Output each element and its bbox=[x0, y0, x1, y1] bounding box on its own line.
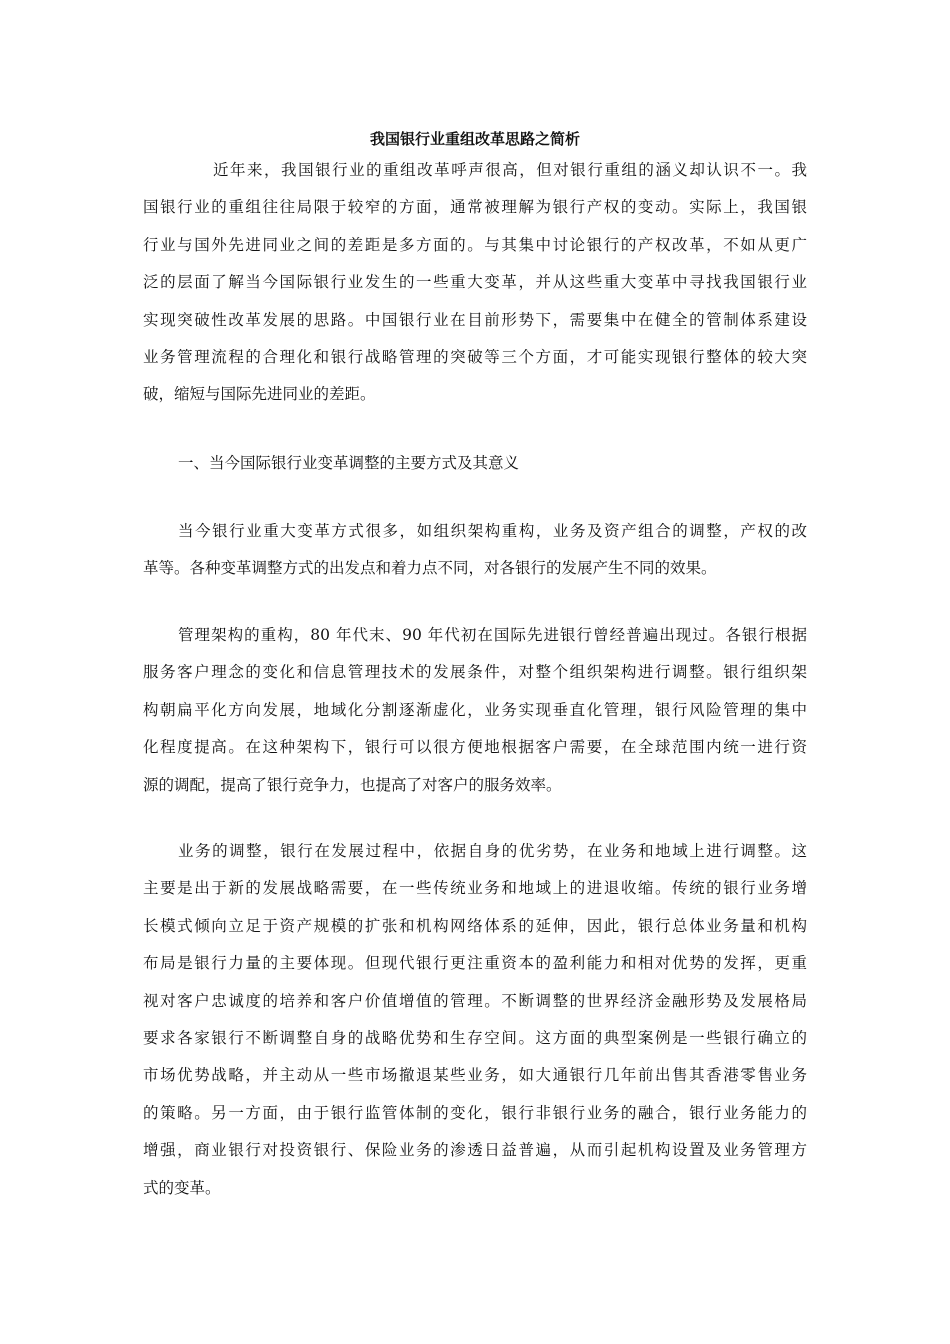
paragraph-line: 构朝扁平化方向发展，地域化分割逐渐虚化，业务实现垂直化管理，银行风险管理的集中 bbox=[143, 700, 807, 719]
section-heading bbox=[143, 445, 807, 482]
paragraph-line: 业务的调整，银行在发展过程中，依据自身的优劣势，在业务和地域上进行调整。这 bbox=[178, 842, 807, 860]
paragraph-line: 革等。各种变革调整方式的出发点和着力点不同，对各银行的发展产生不同的效果。 bbox=[143, 559, 717, 578]
paragraph-line: 要求各家银行不断调整自身的战略优势和生存空间。这方面的典型案例是一些银行确立的 bbox=[143, 1028, 807, 1047]
paragraph-line: 主要是出于新的发展战略需要，在一些传统业务和地域上的进退收缩。传统的银行业务增 bbox=[143, 879, 807, 898]
paragraph-line: 长模式倾向立足于资产规模的扩张和机构网络体系的延伸，因此，银行总体业务量和机构 bbox=[143, 916, 807, 935]
paragraph-business bbox=[143, 833, 807, 1207]
paragraph-intro bbox=[143, 152, 807, 414]
paragraph-line: 近年来，我国银行业的重组改革呼声很高，但对银行重组的涵义却认识不一。我 bbox=[213, 161, 807, 179]
paragraph-restructure bbox=[143, 617, 807, 804]
paragraph-line: 化程度提高。在这种架构下，银行可以很方便地根据客户需要，在全球范围内统一进行资 bbox=[143, 738, 807, 757]
paragraph-line: 布局是银行力量的主要体现。但现代银行更注重资本的盈利能力和相对优势的发挥，更重 bbox=[143, 954, 807, 973]
paragraph-line: 源的调配，提高了银行竞争力，也提高了对客户的服务效率。 bbox=[143, 775, 562, 794]
paragraph-line: 破，缩短与国际先进同业的差距。 bbox=[143, 385, 376, 404]
paragraph-line: 国银行业的重组往往局限于较窄的方面，通常被理解为银行产权的变动。实际上，我国银 bbox=[143, 198, 807, 217]
paragraph-line: 泛的层面了解当今国际银行业发生的一些重大变革，并从这些重大变革中寻找我国银行业 bbox=[143, 273, 807, 292]
paragraph-line: 当今银行业重大变革方式很多，如组织架构重构，业务及资产组合的调整，产权的改 bbox=[178, 522, 807, 540]
paragraph-line: 业务管理流程的合理化和银行战略管理的突破等三个方面，才可能实现银行整体的较大突 bbox=[143, 347, 807, 366]
section-heading-text: 一、当今国际银行业变革调整的主要方式及其意义 bbox=[178, 454, 520, 472]
paragraph-line: 实现突破性改革发展的思路。中国银行业在目前形势下，需要集中在健全的管制体系建设 bbox=[143, 310, 807, 329]
paragraph-line: 式的变革。 bbox=[143, 1178, 221, 1197]
page-title: 我国银行业重组改革思路之简析 bbox=[369, 130, 580, 148]
paragraph-line: 增强，商业银行对投资银行、保险业务的渗透日益普遍，从而引起机构设置及业务管理方 bbox=[143, 1141, 807, 1160]
paragraph-line: 服务客户理念的变化和信息管理技术的发展条件，对整个组织架构进行调整。银行组织架 bbox=[143, 663, 807, 682]
paragraph-line: 市场优势战略，并主动从一些市场撤退某些业务，如大通银行几年前出售其香港零售业务 bbox=[143, 1066, 807, 1085]
paragraph-line: 视对客户忠诚度的培养和客户价值增值的管理。不断调整的世界经济金融形势及发展格局 bbox=[143, 991, 807, 1010]
paragraph-line: 的策略。另一方面，由于银行监管体制的变化，银行非银行业务的融合，银行业务能力的 bbox=[143, 1103, 807, 1122]
paragraph-line: 管理架构的重构，80 年代末、90 年代初在国际先进银行曾经普遍出现过。各银行根据 bbox=[178, 626, 807, 644]
paragraph-methods bbox=[143, 513, 807, 588]
paragraph-line: 行业与国外先进同业之间的差距是多方面的。与其集中讨论银行的产权改革，不如从更广 bbox=[143, 235, 807, 254]
